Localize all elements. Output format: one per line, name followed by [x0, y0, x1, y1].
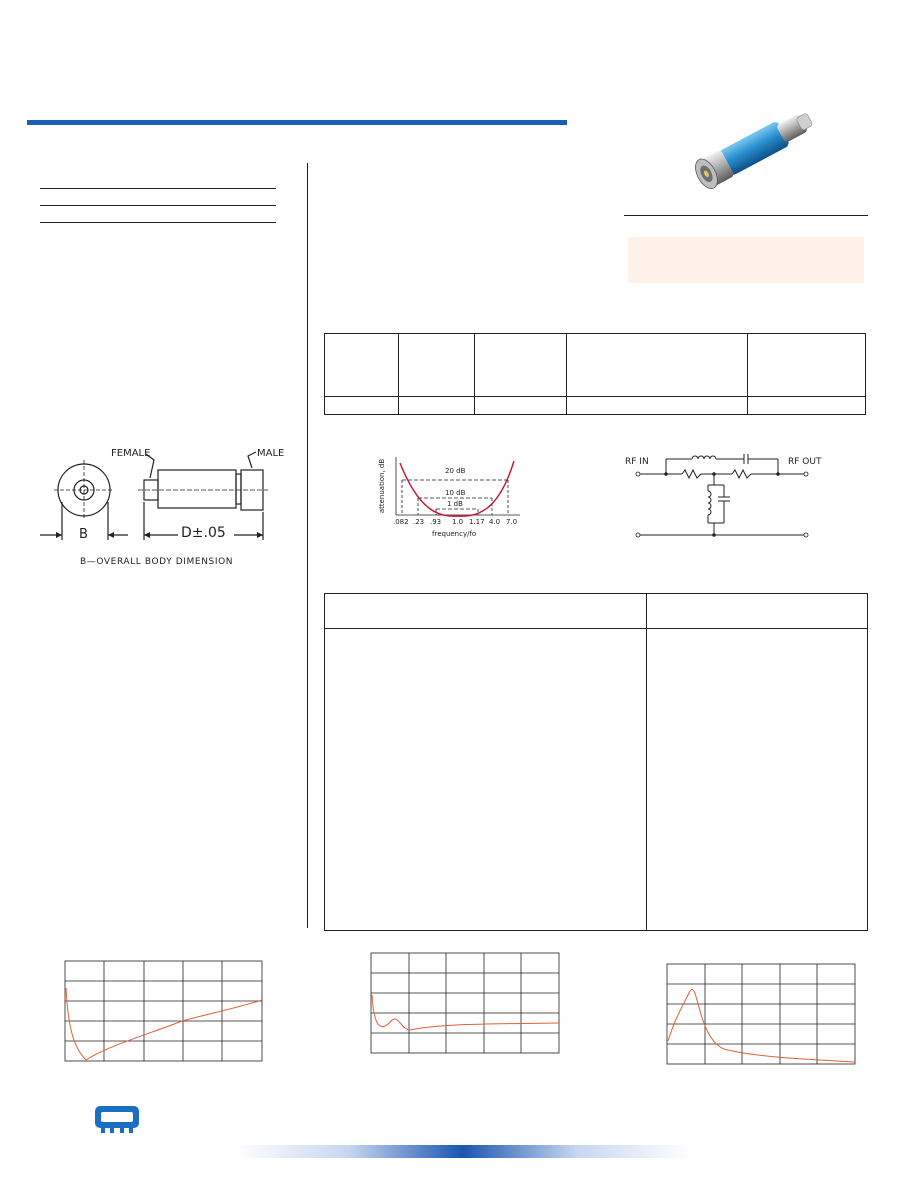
left-rule-3	[40, 222, 276, 223]
spec-col-1	[325, 334, 399, 414]
rf-out-label: RF OUT	[788, 457, 822, 467]
plot-3	[664, 961, 858, 1067]
product-photo	[680, 100, 830, 195]
d-dimension-label: D±.05	[181, 525, 226, 541]
atten-ylabel: attenuation, dB	[378, 458, 387, 514]
spec-col-4	[566, 334, 748, 414]
atten-level-10: 10 dB	[445, 489, 466, 497]
spec-row-divider	[325, 396, 865, 397]
b-dimension-label: B	[79, 527, 88, 542]
connector-module-icon	[93, 1104, 141, 1136]
spec-col-3	[474, 334, 567, 414]
data-table	[324, 593, 868, 931]
data-table-col-divider	[646, 594, 647, 930]
spec-table	[324, 333, 866, 415]
atten-tick-0: .082	[393, 518, 409, 526]
atten-tick-3: 1.0	[452, 518, 464, 526]
footer-gradient-bar	[235, 1145, 690, 1158]
male-label: MALE	[257, 448, 285, 459]
left-rule-1	[40, 188, 276, 189]
female-label: FEMALE	[111, 448, 151, 459]
left-rule-2	[40, 205, 276, 206]
atten-xlabel: frequency/fo	[432, 530, 477, 538]
dimension-caption: B—OVERALL BODY DIMENSION	[80, 557, 234, 567]
atten-tick-1: .23	[413, 518, 425, 526]
data-table-header-rule	[325, 628, 867, 629]
spec-col-2	[398, 334, 475, 414]
atten-tick-2: .93	[430, 518, 442, 526]
rf-in-label: RF IN	[625, 457, 649, 467]
header-bar	[27, 120, 567, 125]
column-divider	[307, 163, 308, 928]
atten-level-20: 20 dB	[445, 467, 466, 475]
atten-tick-6: 7.0	[506, 518, 518, 526]
atten-level-1: 1 dB	[447, 500, 463, 508]
mechanical-drawing	[36, 440, 296, 575]
note-box	[628, 237, 864, 283]
atten-tick-4: 1.17	[469, 518, 485, 526]
plot-1	[62, 958, 266, 1064]
photo-rule	[624, 215, 868, 216]
plot-2	[368, 950, 564, 1056]
atten-tick-5: 4.0	[489, 518, 501, 526]
